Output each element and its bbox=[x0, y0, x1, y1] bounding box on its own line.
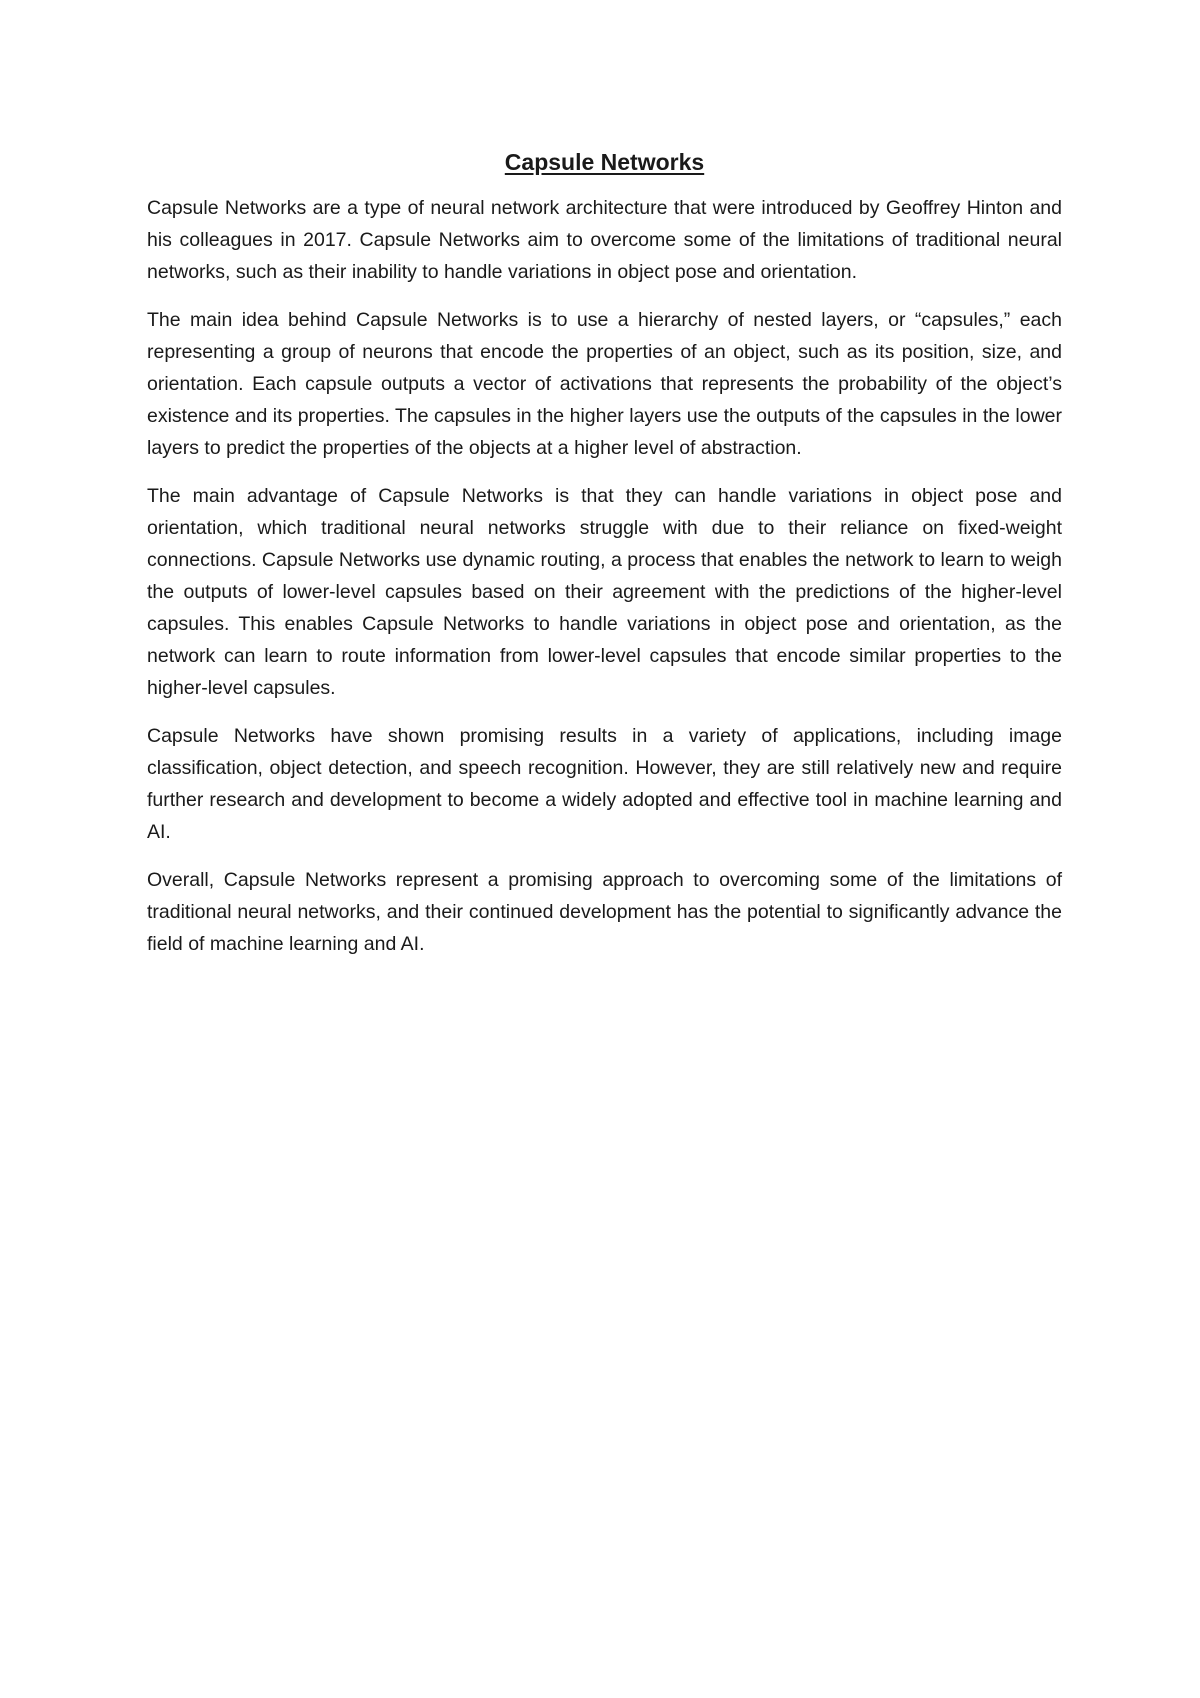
document-title: Capsule Networks bbox=[504, 149, 705, 175]
paragraph-applications: Capsule Networks have shown promising results in a variety of applications, including image classification, object detection, and speech recognition. However, they are still relatively new and require further research and development to become a widely adopted and effective tool in machine learning and AI. bbox=[147, 725, 1062, 843]
paragraph-conclusion: Overall, Capsule Networks represent a promising approach to overcoming some of the limitations of traditional neural networks, and their continued development has the potential to significantly advance the field of machine learning and AI. bbox=[147, 869, 1062, 955]
paragraph-main-advantage: The main advantage of Capsule Networks is that they can handle variations in object pose and orientation, which traditional neural networks struggle with due to their reliance on fixed-weight connections. Capsule Networks use dynamic routing, a process that enables the network to learn to weigh the outputs of lower-level capsules based on their agreement with the predictions of the higher-level capsules. This enables Capsule Networks to handle variations in object pose and orientation, as the network can learn to route information from lower-level capsules that encode similar properties to the higher-level capsules. bbox=[147, 485, 1062, 699]
paragraph-introduction: Capsule Networks are a type of neural network architecture that were introduced by Geoffrey Hinton and his colleagues in 2017. Capsule Networks aim to overcome some of the limitations of traditional neural networks, such as their inability to handle variations in object pose and orientation. bbox=[147, 197, 1062, 283]
document-body bbox=[147, 146, 1062, 976]
paragraph-main-idea: The main idea behind Capsule Networks is to use a hierarchy of nested layers, or “capsules,” each representing a group of neurons that encode the properties of an object, such as its position, size, and orientation. Each capsule outputs a vector of activations that represents the probability of the object’s existence and its properties. The capsules in the higher layers use the outputs of the capsules in the lower layers to predict the properties of the objects at a higher level of abstraction. bbox=[147, 309, 1062, 459]
